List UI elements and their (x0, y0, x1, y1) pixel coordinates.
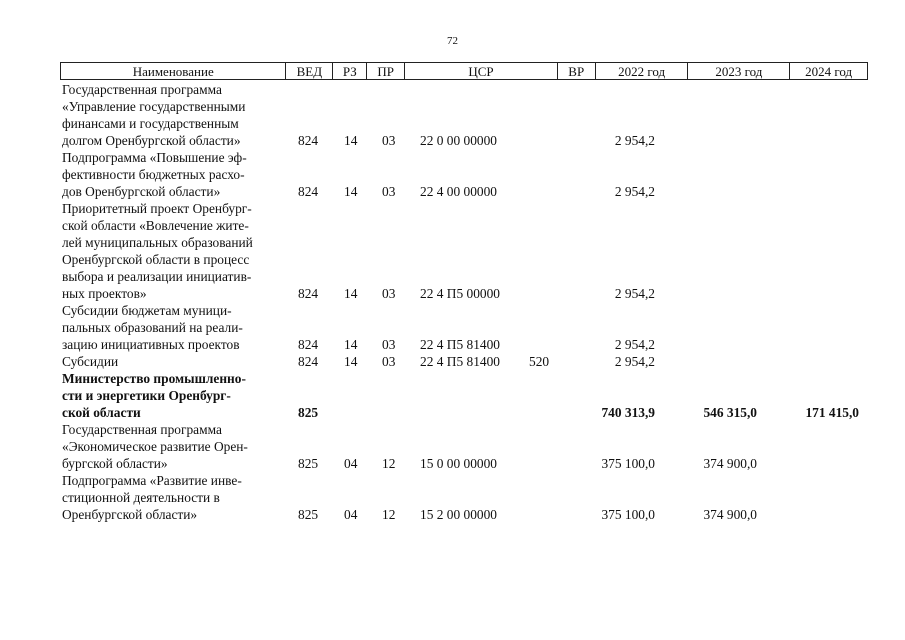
cell-rz: 14 (344, 184, 358, 199)
table-row (0, 81, 905, 149)
cell-y2022: 375 100,0 (601, 456, 655, 471)
row-name-line: ской области «Вовлечение жите- (62, 218, 249, 233)
row-name (62, 421, 282, 472)
row-name (62, 200, 282, 302)
row-name (62, 81, 282, 149)
cell-y2023: 374 900,0 (703, 507, 757, 522)
cell-ved: 824 (298, 337, 319, 352)
table-row (0, 200, 905, 302)
cell-pr: 03 (382, 133, 396, 148)
cell-csr: 22 4 П5 81400 (420, 354, 500, 369)
cell-csr: 22 4 П5 00000 (420, 286, 500, 301)
header-2022: 2022 год (596, 63, 689, 79)
cell-y2024: 171 415,0 (805, 405, 859, 420)
page-number: 72 (447, 35, 458, 47)
row-name-line: Оренбургской области в процесс (62, 252, 250, 267)
cell-y2022: 2 954,2 (614, 286, 655, 301)
row-name (62, 370, 282, 421)
row-name-line: Подпрограмма «Развитие инве- (62, 473, 242, 488)
row-name-line: Приоритетный проект Оренбург- (62, 201, 252, 216)
cell-y2022: 2 954,2 (614, 184, 655, 199)
cell-y2022: 2 954,2 (614, 337, 655, 352)
row-name-line: Оренбургской области» (62, 507, 198, 522)
row-name-line: «Управление государственными (62, 99, 246, 114)
cell-csr: 15 2 00 00000 (420, 507, 497, 522)
row-name-line: Министерство промышленно- (62, 371, 246, 386)
row-name-line: Государственная программа (62, 82, 222, 97)
header-rz: РЗ (333, 63, 367, 79)
row-name-line: стиционной деятельности в (62, 490, 220, 505)
table-row (0, 149, 905, 200)
header-2024: 2024 год (805, 64, 853, 79)
row-name-line: выбора и реализации инициатив- (62, 269, 252, 284)
row-name (62, 149, 282, 200)
cell-y2022: 2 954,2 (614, 133, 655, 148)
row-name-line: бургской области» (62, 456, 168, 471)
cell-ved: 824 (298, 184, 319, 199)
cell-y2022: 2 954,2 (614, 354, 655, 369)
cell-pr: 03 (382, 184, 396, 199)
row-name-line: фективности бюджетных расхо- (62, 167, 245, 182)
cell-ved: 824 (298, 354, 319, 369)
header-csr: ЦСР (405, 63, 558, 79)
cell-ved: 825 (298, 456, 319, 471)
row-name-line: пальных образований на реали- (62, 320, 243, 335)
cell-pr: 12 (382, 507, 396, 522)
row-name-line: «Экономическое развитие Орен- (62, 439, 248, 454)
row-name-line: сти и энергетики Оренбург- (62, 388, 231, 403)
header-vr: ВР (558, 63, 596, 79)
row-name-line: дов Оренбургской области» (62, 184, 221, 199)
header-ved: ВЕД (286, 63, 333, 79)
cell-vr: 520 (529, 354, 550, 369)
row-name-line: Субсидии (62, 354, 119, 369)
cell-pr: 03 (382, 337, 396, 352)
cell-csr: 15 0 00 00000 (420, 456, 497, 471)
row-name-line: ных проектов» (62, 286, 147, 301)
cell-ved: 825 (298, 507, 319, 522)
cell-y2023: 374 900,0 (703, 456, 757, 471)
table-row (0, 370, 905, 421)
cell-pr: 03 (382, 286, 396, 301)
cell-y2022: 375 100,0 (601, 507, 655, 522)
cell-csr: 22 0 00 00000 (420, 133, 497, 148)
row-name-line: финансами и государственным (62, 116, 239, 131)
row-name (62, 353, 282, 370)
cell-pr: 12 (382, 456, 396, 471)
cell-y2022: 740 313,9 (601, 405, 655, 420)
table-header (60, 62, 868, 80)
cell-csr: 22 4 00 00000 (420, 184, 497, 199)
cell-ved: 825 (298, 405, 319, 420)
row-name-line: ской области (62, 405, 141, 420)
table-row (0, 302, 905, 353)
cell-rz: 14 (344, 133, 358, 148)
row-name-line: Субсидии бюджетам муници- (62, 303, 232, 318)
cell-rz: 04 (344, 507, 358, 522)
cell-ved: 824 (298, 286, 319, 301)
table-row (0, 353, 905, 370)
cell-pr: 03 (382, 354, 396, 369)
cell-rz: 04 (344, 456, 358, 471)
row-name-line: Государственная программа (62, 422, 222, 437)
header-2023: 2023 год (688, 63, 790, 79)
row-name-line: Подпрограмма «Повышение эф- (62, 150, 247, 165)
cell-csr: 22 4 П5 81400 (420, 337, 500, 352)
cell-ved: 824 (298, 133, 319, 148)
table-row (0, 421, 905, 472)
cell-rz: 14 (344, 354, 358, 369)
row-name-line: зацию инициативных проектов (62, 337, 240, 352)
row-name-line: долгом Оренбургской области» (62, 133, 241, 148)
table-body (0, 81, 905, 523)
row-name (62, 302, 282, 353)
cell-rz: 14 (344, 286, 358, 301)
cell-y2023: 546 315,0 (703, 405, 757, 420)
cell-rz: 14 (344, 337, 358, 352)
row-name (62, 472, 282, 523)
header-name: Наименование (61, 63, 286, 79)
header-pr: ПР (367, 63, 405, 79)
row-name-line: лей муниципальных образований (62, 235, 253, 250)
table-row (0, 472, 905, 523)
